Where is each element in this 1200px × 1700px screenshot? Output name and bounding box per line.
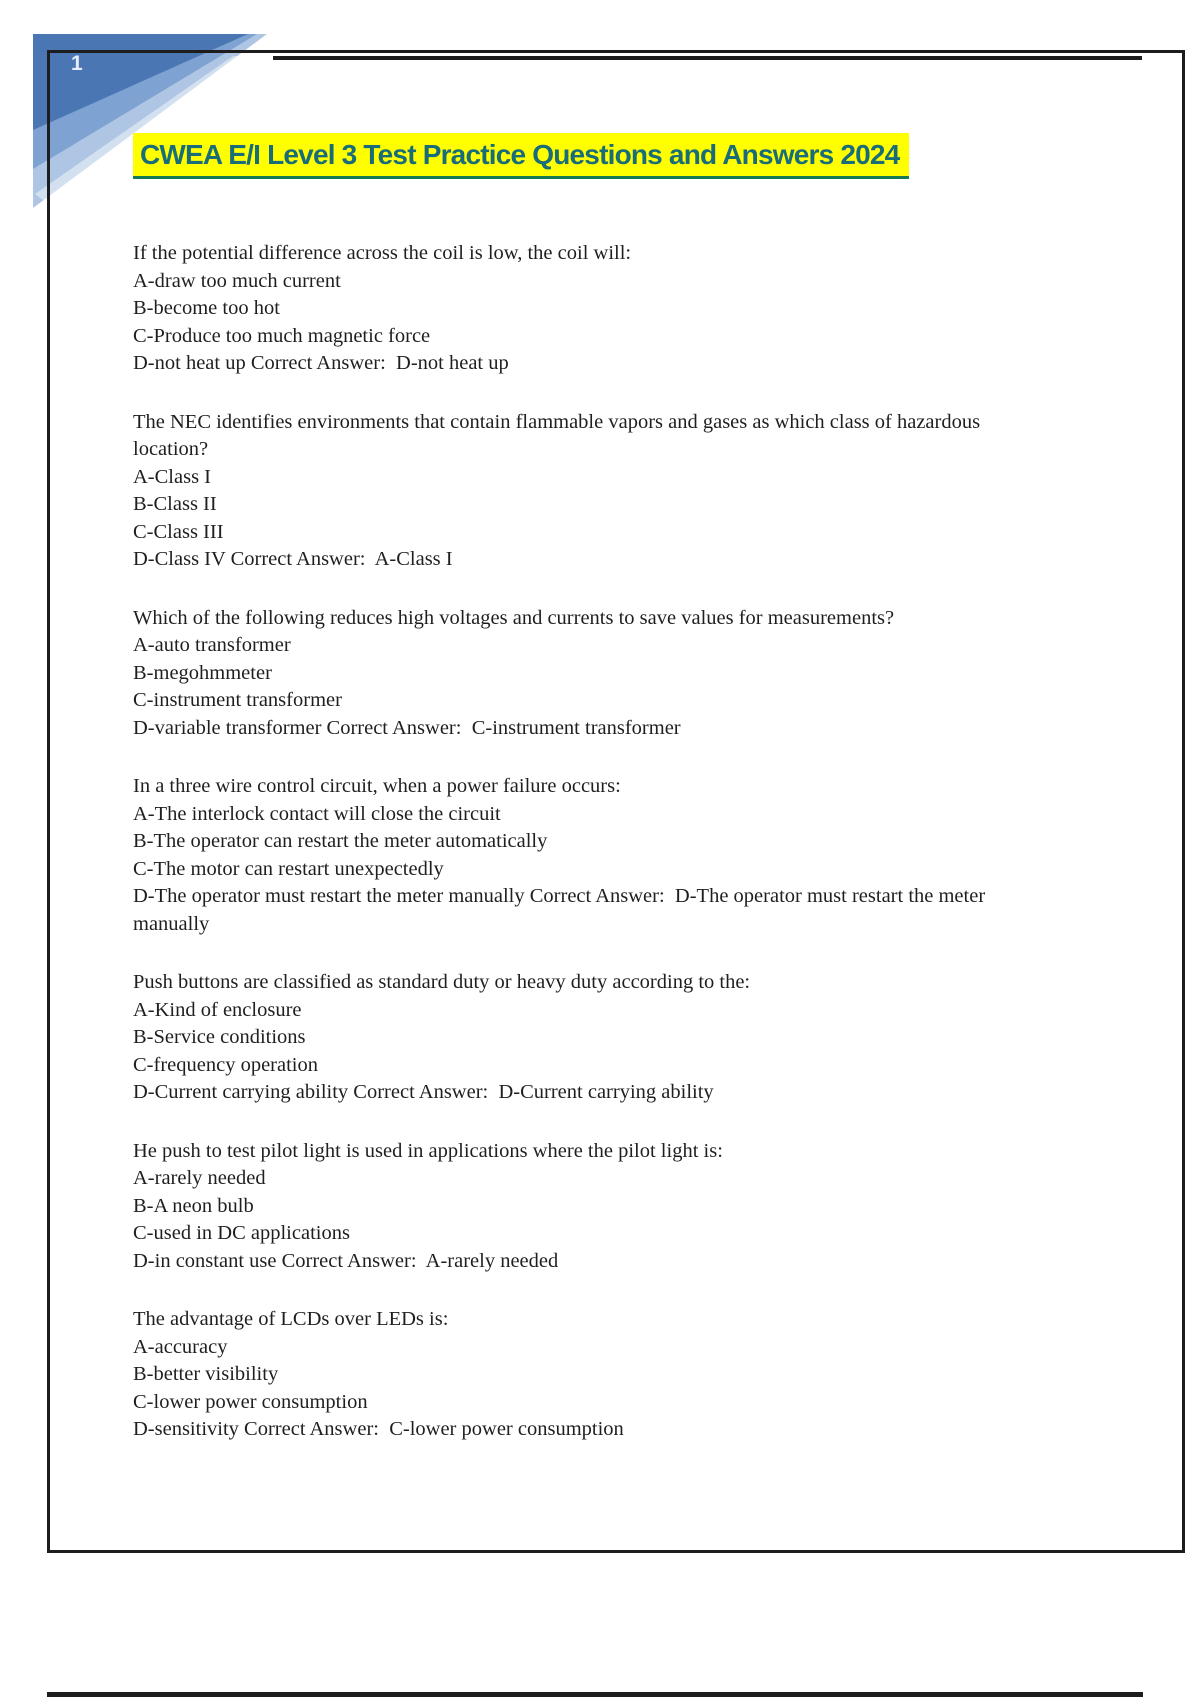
question-text: The advantage of LCDs over LEDs is: [133, 1308, 449, 1330]
option-line: B-better visibility [133, 1363, 279, 1385]
question-text: In a three wire control circuit, when a power failure occurs: [133, 775, 621, 797]
option-line: A-auto transformer [133, 634, 291, 656]
question-text: If the potential difference across the coil is low, the coil will: [133, 242, 632, 264]
option-line: D-The operator must restart the meter manually Correct Answer: D-The operator must restart the meter manually [133, 885, 991, 935]
option-line: C-instrument transformer [133, 689, 342, 711]
question-text: He push to test pilot light is used in applications where the pilot light is: [133, 1139, 723, 1162]
question-block [133, 1138, 1015, 1276]
option-line: A-Kind of enclosure [133, 998, 302, 1021]
option-line: C-Class III [133, 520, 224, 543]
question-block [133, 409, 1015, 574]
option-line: C-frequency operation [133, 1053, 318, 1076]
page-number: 1 [71, 52, 83, 75]
question-text: The NEC identifies environments that contain flammable vapors and gases as which class of hazardous location? [133, 410, 986, 460]
option-line: B-The operator can restart the meter automatically [133, 830, 548, 852]
option-line: A-The interlock contact will close the circuit [133, 802, 501, 825]
option-line: D-sensitivity Correct Answer: C-lower power consumption [133, 1418, 624, 1440]
option-line: D-Current carrying ability Correct Answer: D-Current carrying ability [133, 1081, 714, 1103]
option-line: B-become too hot [133, 297, 280, 319]
top-rule [273, 56, 1142, 60]
option-line: B-A neon bulb [133, 1194, 254, 1217]
question-text: Push buttons are classified as standard duty or heavy duty according to the: [133, 971, 751, 993]
option-line: A-rarely needed [133, 1167, 266, 1189]
option-line: D-not heat up Correct Answer: D-not heat up [133, 352, 509, 374]
option-line: B-megohmmeter [133, 661, 272, 684]
option-line: D-in constant use Correct Answer: A-rarely needed [133, 1249, 559, 1272]
question-block [133, 1306, 1015, 1444]
question-block [133, 773, 1015, 938]
bottom-rule [47, 1692, 1143, 1697]
option-line: B-Service conditions [133, 1026, 306, 1048]
option-line: A-accuracy [133, 1335, 228, 1358]
question-block [133, 605, 1015, 743]
option-line: A-Class I [133, 465, 212, 488]
option-line: D-Class IV Correct Answer: A-Class I [133, 548, 453, 570]
question-block [133, 969, 1015, 1107]
document-content [133, 133, 1028, 1475]
option-line: D-variable transformer Correct Answer: C-instrument transformer [133, 716, 681, 739]
question-text: Which of the following reduces high voltages and currents to save values for measurements? [133, 606, 895, 629]
option-line: C-The motor can restart unexpectedly [133, 857, 444, 880]
option-line: C-Produce too much magnetic force [133, 324, 431, 347]
option-line: A-draw too much current [133, 269, 341, 292]
question-block [133, 240, 1015, 378]
page-title: CWEA E/I Level 3 Test Practice Questions and Answers 2024 [133, 133, 909, 179]
option-line: C-lower power consumption [133, 1390, 368, 1413]
option-line: C-used in DC applications [133, 1222, 350, 1244]
option-line: B-Class II [133, 493, 217, 515]
